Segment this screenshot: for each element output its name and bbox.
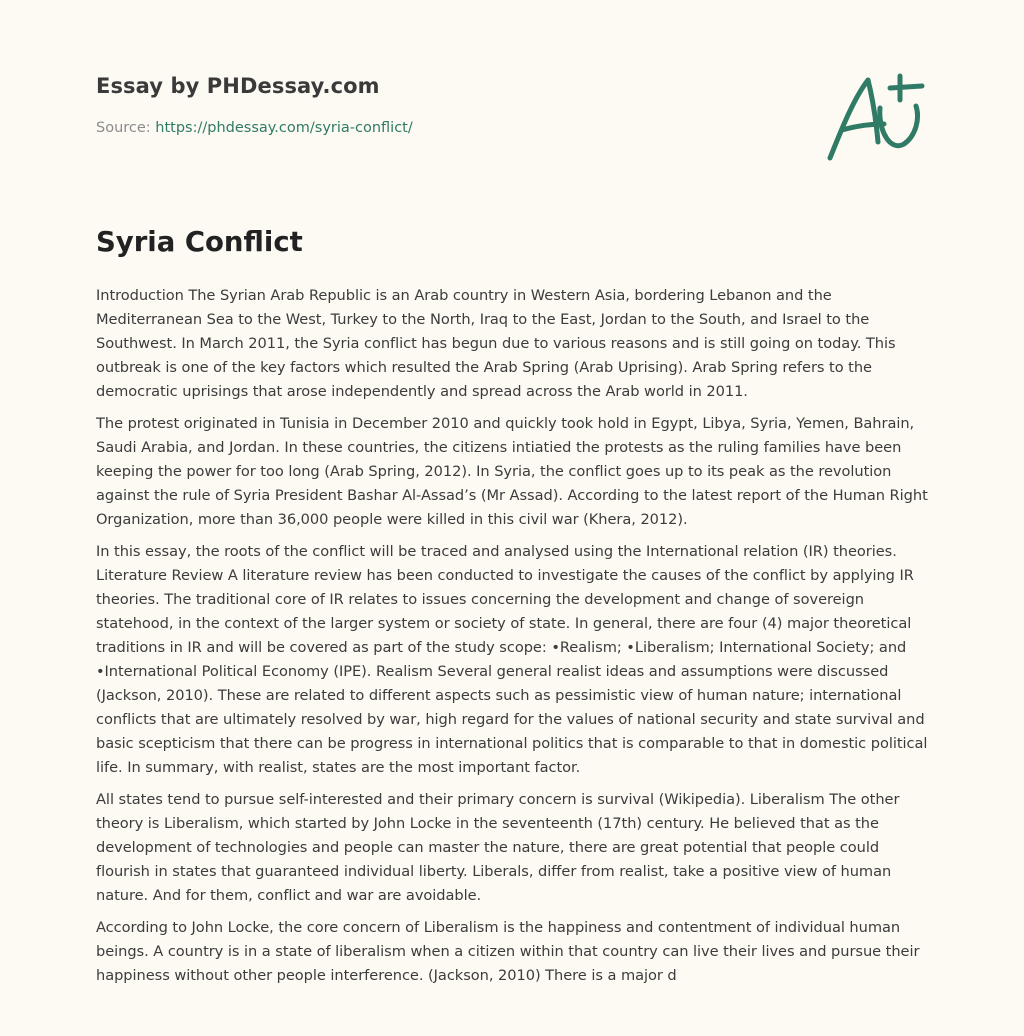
paragraph: In this essay, the roots of the conflict will be traced and analysed using the International relation (IR) theories. Literature Review A literature review has been conducted to investigate the causes of the conflict by applying IR theories. The traditional core of IR relates to issues concerning the development and change of sovereign statehood, in the context of the larger system or society of state. In general, there are four (4) major theoretical traditions in IR and will be covered as part of the study scope: •Realism; •Liberalism; International Society; and •International Political Economy (IPE). Realism Several general realist ideas and assumptions were discussed (Jackson, 2010). These are related to different aspects such as pessimistic view of human nature; international conflicts that are ultimately resolved by war, high regard for the values of national security and state survival and basic scepticism that there can be progress in international politics that is comparable to that in domestic political life. In summary, with realist, states are the most important factor. (96, 543, 928, 776)
paragraph: Introduction The Syrian Arab Republic is an Arab country in Western Asia, bordering Lebanon and the Mediterranean Sea to the West, Turkey to the North, Iraq to the East, Jordan to the South, and Israel to the Southwest. In March 2011, the Syria conflict has begun due to various reasons and is still going on today. This outbreak is one of the key factors which resulted the Arab Spring (Arab Uprising). Arab Spring refers to the democratic uprisings that arose independently and spread across the Arab world in 2011. (96, 287, 896, 400)
site-title: Essay by PHDessay.com (96, 74, 380, 98)
paragraph: The protest originated in Tunisia in December 2010 and quickly took hold in Egypt, Libya, Syria, Yemen, Bahrain, Saudi Arabia, and Jordan. In these countries, the citizens intiatied the protests as the ruling families have been keeping the power for too long (Arab Spring, 2012). In Syria, the conflict goes up to its peak as the revolution against the rule of Syria President Bashar Al-Assad’s (Mr Assad). According to the latest report of the Human Right Organization, more than 36,000 people were killed in this civil war (Khera, 2012). (96, 415, 928, 528)
source-line (96, 120, 413, 136)
page-header (96, 74, 413, 136)
paragraph: All states tend to pursue self-interested and their primary concern is survival (Wikipedia). Liberalism The other theory is Liberalism, which started by John Locke in the seventeenth (17th) century. He believed that as the development of technologies and people can master the nature, there are great potential that people could flourish in states that guaranteed individual liberty. Liberals, differ from realist, take a positive view of human nature. And for them, conflict and war are avoidable. (96, 791, 900, 904)
source-label: Source: (96, 120, 151, 136)
document-body (96, 284, 928, 996)
a-plus-logo-icon (820, 68, 930, 168)
document-title: Syria Conflict (96, 226, 303, 258)
paragraph: According to John Locke, the core concern of Liberalism is the happiness and contentment of individual human beings. A country is in a state of liberalism when a citizen within that country can live their lives and pursue their happiness without other people interference. (Jackson, 2010) There is a major d (96, 919, 920, 984)
source-link[interactable]: https://phdessay.com/syria-conflict/ (155, 120, 413, 136)
